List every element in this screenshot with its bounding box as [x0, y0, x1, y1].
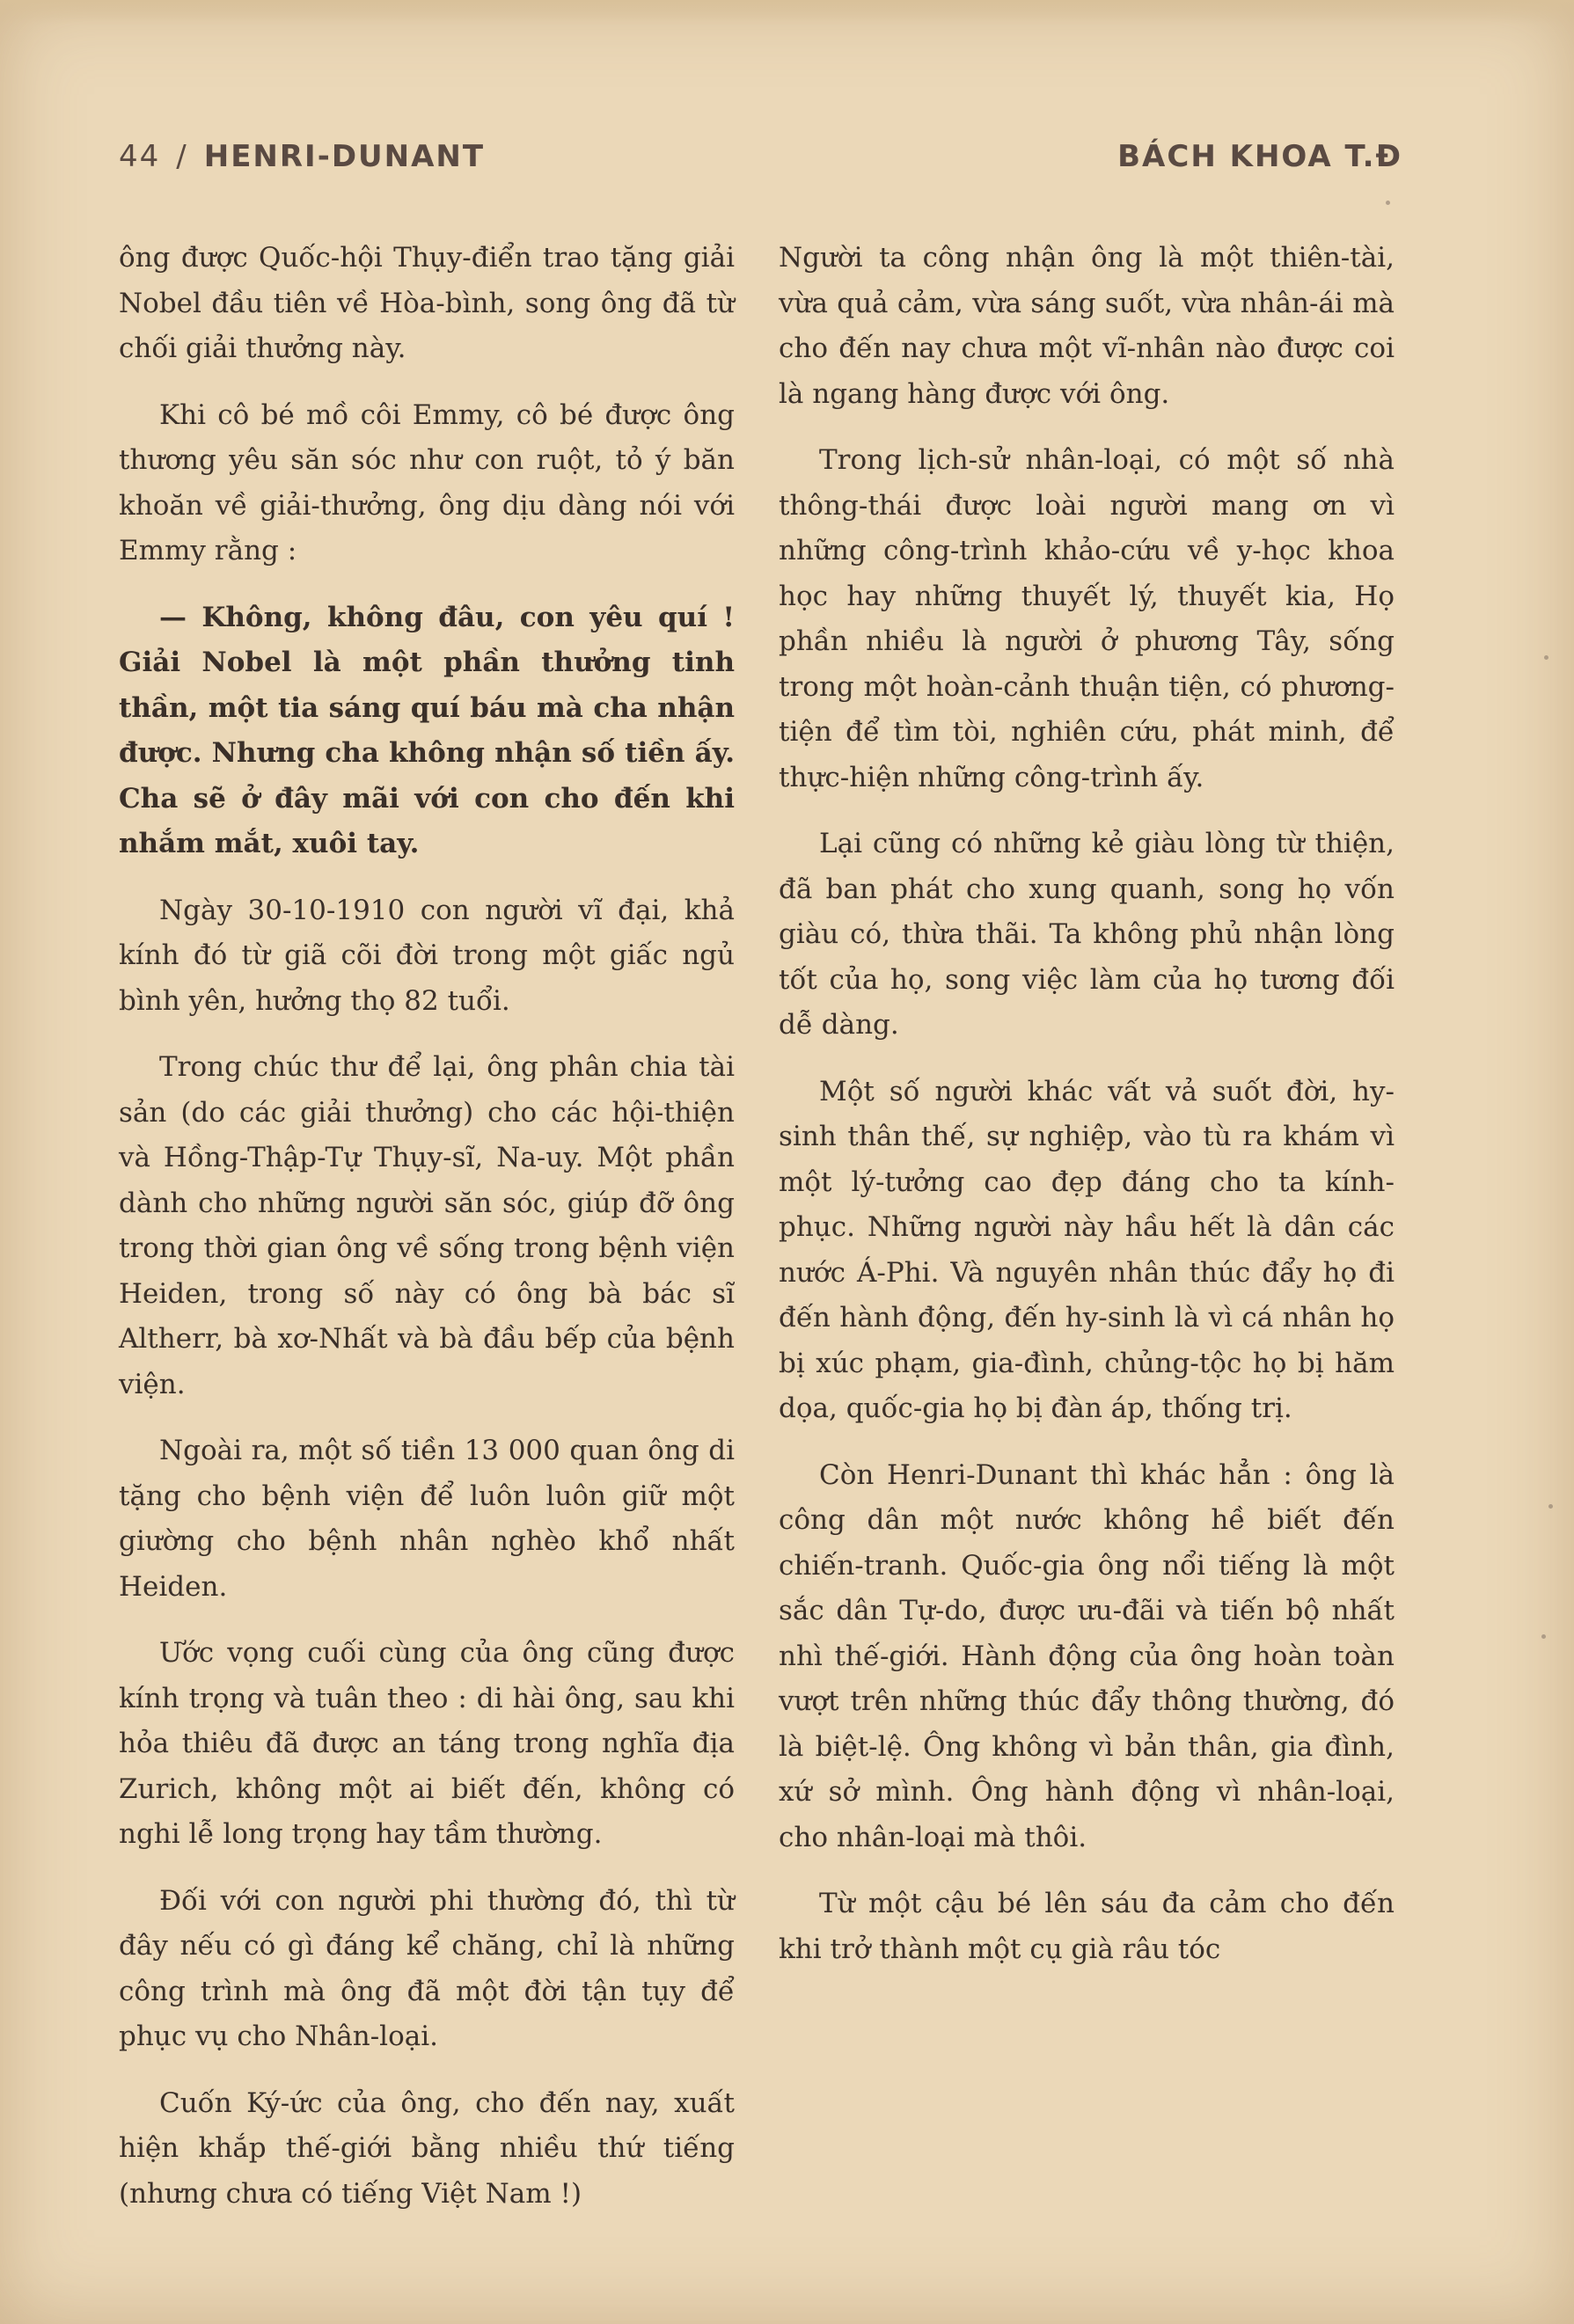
paragraph: Cuốn Ký-ức của ông, cho đến nay, xuất hiện khắp thế-giới bằng nhiều thứ tiếng (nhưng chưa có tiếng Việt Nam !)	[119, 2086, 735, 2210]
paragraph: Ngày 30-10-1910 con người vĩ đại, khả kính đó từ giã cõi đời trong một giấc ngủ bình yên, hưởng thọ 82 tuổi.	[119, 894, 735, 1017]
header-separator: /	[176, 139, 188, 174]
paragraph: Ngoài ra, một số tiền 13 000 quan ông di tặng cho bệnh viện để luôn luôn giữ một giường cho bệnh nhân nghèo khổ nhất Heiden.	[119, 1435, 735, 1603]
right-column	[779, 236, 1395, 1993]
paragraph: Ước vọng cuối cùng của ông cũng được kính trọng và tuân theo : di hài ông, sau khi hỏa thiêu đã được an táng trong nghĩa địa Zurich, không một ai biết đến, không có nghi lễ long trọng hay tầm thường.	[119, 1637, 735, 1850]
header-left	[119, 139, 485, 174]
paper-speck	[1386, 201, 1390, 205]
paragraph: — Không, không đâu, con yêu quí ! Giải Nobel là một phần thưởng tinh thần, một tia sáng quí báu mà cha nhận được. Nhưng cha không nhận số tiền ấy. Cha sẽ ở đây mãi với con cho đến khi nhắm mắt, xuôi tay.	[119, 601, 735, 859]
page-number: 44	[119, 139, 161, 174]
paragraph: Đối với con người phi thường đó, thì từ đây nếu có gì đáng kể chăng, chỉ là những công trình mà ông đã một đời tận tụy để phục vụ cho Nhân-loại.	[119, 1884, 735, 2052]
paragraph: Trong lịch-sử nhân-loại, có một số nhà thông-thái được loài người mang ơn vì những công-trình khảo-cứu về y-học khoa học hay những thuyết lý, thuyết kia, Họ phần nhiều là người ở phương Tây, sống trong một hoàn-cảnh thuận tiện, có phương-tiện để tìm tòi, nghiên cứu, phát minh, để thực-hiện những công-trình ấy.	[779, 444, 1395, 793]
paragraph: Người ta công nhận ông là một thiên-tài, vừa quả cảm, vừa sáng suốt, vừa nhân-ái mà cho đến nay chưa một vĩ-nhân nào được coi là ngang hàng được với ông.	[779, 242, 1395, 410]
page-top-edge	[0, 0, 1574, 25]
running-header	[119, 139, 1402, 192]
paragraph: Trong chúc thư để lại, ông phân chia tài sản (do các giải thưởng) cho các hội-thiện và Hồng-Thập-Tự Thụy-sĩ, Na-uy. Một phần dành cho những người săn sóc, giúp đỡ ông trong thời gian ông về sống trong bệnh viện Heiden, trong số này có ông bà bác sĩ Altherr, bà xơ-Nhất và bà đầu bếp của bệnh viện.	[119, 1051, 735, 1400]
running-title: HENRI-DUNANT	[203, 139, 486, 174]
publication-name: BÁCH KHOA T.Đ	[1117, 139, 1402, 174]
paper-speck	[1548, 1504, 1553, 1509]
paragraph: Từ một cậu bé lên sáu đa cảm cho đến khi trở thành một cụ già râu tóc	[779, 1888, 1395, 1965]
paragraph: Còn Henri-Dunant thì khác hẳn : ông là công dân một nước không hề biết đến chiến-tranh. Quốc-gia ông nổi tiếng là một sắc dân Tự-do, được ưu-đãi và tiến bộ nhất nhì thế-giới. Hành động của ông hoàn toàn vượt trên những thúc đẩy thông thường, đó là biệt-lệ. Ông không vì bản thân, gia đình, xứ sở mình. Ông hành động vì nhân-loại, cho nhân-loại mà thôi.	[779, 1458, 1395, 1853]
paragraph: Một số người khác vất vả suốt đời, hy-sinh thân thế, sự nghiệp, vào tù ra khám vì một lý-tưởng cao đẹp đáng cho ta kính-phục. Những người này hầu hết là dân các nước Á-Phi. Và nguyên nhân thúc đẩy họ đi đến hành động, đến hy-sinh là vì cá nhân họ bị xúc phạm, gia-đình, chủng-tộc họ bị hăm dọa, quốc-gia họ bị đàn áp, thống trị.	[779, 1075, 1395, 1424]
paragraph: Khi cô bé mồ côi Emmy, cô bé được ông thương yêu săn sóc như con ruột, tỏ ý băn khoăn về giải-thưởng, ông dịu dàng nói với Emmy rằng :	[119, 398, 735, 566]
left-column	[119, 236, 735, 2238]
paper-speck	[1541, 1634, 1546, 1639]
paragraph: Lại cũng có những kẻ giàu lòng từ thiện, đã ban phát cho xung quanh, song họ vốn giàu có, thừa thãi. Ta không phủ nhận lòng tốt của họ, song việc làm của họ tương đối dễ dàng.	[779, 828, 1395, 1041]
paragraph: ông được Quốc-hội Thụy-điển trao tặng giải Nobel đầu tiên về Hòa-bình, song ông đã từ chối giải thưởng này.	[119, 242, 735, 364]
paper-speck	[1544, 655, 1548, 660]
